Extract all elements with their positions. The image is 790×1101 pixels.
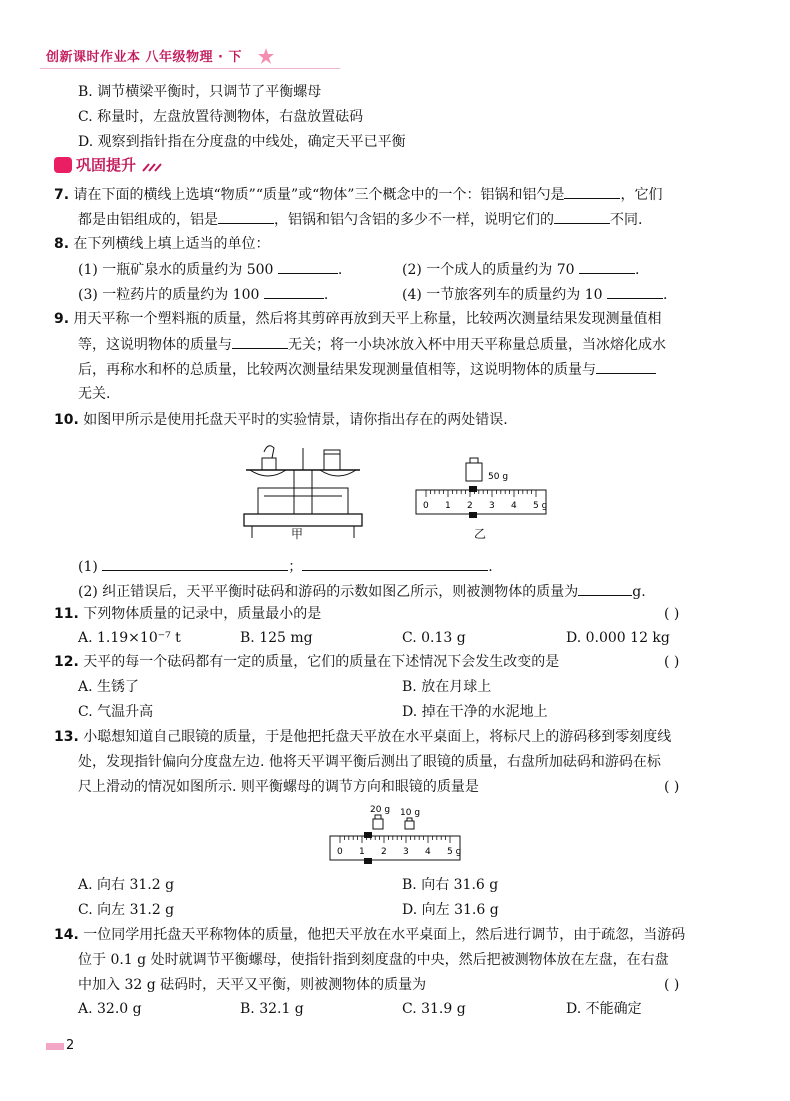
- q7-line1: 7. 请在下面的横线上选填“物质”“质量”或“物体”三个概念中的一个：铝锅和铝勺是 ，它们: [54, 184, 662, 205]
- q9-line1: 9. 用天平称一个塑料瓶的质量，然后将其剪碎再放到天平上称量，比较两次测量结果发现测量值相: [54, 311, 662, 327]
- q13-line3: 尺上滑动的情况如图所示. 则平衡螺母的调节方向和眼镜的质量是: [78, 779, 479, 795]
- option-c: C. 气温升高: [78, 704, 154, 720]
- q10-part1: (1) ； .: [78, 556, 493, 577]
- scale-tick-label: 1: [359, 847, 365, 857]
- q14-line2: 位于 0.1 g 处时就调节平衡螺母，使指针指到刻度盘的中央，然后把被测物体放在左盘，在右盘: [78, 952, 669, 968]
- option-a: A. 向右 31.2 g: [78, 877, 175, 893]
- option-d: D. 观察到指针指在分度盘的中线处，确定天平已平衡: [78, 134, 406, 150]
- answer-paren: ( ): [664, 654, 680, 670]
- q14-line3: 中加入 32 g 砝码时，天平又平衡，则被测物体的质量为: [78, 977, 427, 993]
- option-d: D. 0.000 12 kg: [566, 630, 670, 646]
- scale-tick-label: 5 g: [447, 847, 462, 857]
- q9-line3: 后，再称水和杯的总质量，比较两次测量结果发现测量值相等，这说明物体的质量与: [78, 359, 656, 380]
- fig-a-label: 甲: [291, 527, 304, 541]
- page-number: 2: [66, 1038, 75, 1053]
- option-d: D. 掉在干净的水泥地上: [402, 704, 548, 720]
- q10-part2: (2) 纠正错误后，天平平衡时砝码和游码的示数如图乙所示，则被测物体的质量为 g.: [78, 581, 646, 602]
- option-c: C. 31.9 g: [402, 1001, 466, 1017]
- option-b: B. 125 mg: [240, 630, 313, 646]
- option-b: B. 放在月球上: [402, 679, 492, 695]
- weight-label-20g: 20 g: [370, 805, 391, 815]
- scale-tick-label: 0: [423, 501, 429, 511]
- q13-line2: 处，发现指针偏向分度盘左边. 他将天平调平衡后测出了眼镜的质量，右盘所加砝码和游码在标: [78, 754, 661, 770]
- option-b: B. 向右 31.6 g: [402, 877, 499, 893]
- option-b: B. 调节横梁平衡时，只调节了平衡螺母: [78, 84, 322, 100]
- answer-paren: ( ): [664, 779, 680, 795]
- section-icon: [54, 157, 72, 173]
- scale-tick-label: 2: [381, 847, 387, 857]
- section-title: 巩固提升: [54, 155, 167, 175]
- scale-figure-q13: [326, 803, 466, 867]
- q11-stem: 11. 下列物体质量的记录中，质量最小的是: [54, 606, 322, 622]
- option-d: D. 不能确定: [566, 1001, 642, 1017]
- answer-paren: ( ): [664, 606, 680, 622]
- scale-tick-label: 1: [445, 501, 451, 511]
- weight-label-10g: 10 g: [400, 808, 421, 818]
- option-a: A. 1.19×10⁻⁷ t: [78, 630, 181, 646]
- q8-item4: (4) 一节旅客列车的质量约为 10 .: [402, 284, 667, 305]
- q8-item2: (2) 一个成人的质量约为 70 .: [402, 259, 639, 280]
- q8-stem: 8. 在下列横线上填上适当的单位：: [54, 236, 270, 252]
- scale-tick-label: 4: [511, 501, 517, 511]
- option-a: A. 生锈了: [78, 679, 140, 695]
- q9-line4: 无关.: [78, 386, 111, 402]
- scale-tick-label: 3: [489, 501, 495, 511]
- scale-tick-label: 0: [337, 847, 343, 857]
- fig-b-label: 乙: [474, 527, 487, 541]
- q13-line1: 13. 小聪想知道自己眼镜的质量，于是他把托盘天平放在水平桌面上，将标尺上的游码移到零刻度线: [54, 729, 672, 745]
- scale-tick-label: 4: [425, 847, 431, 857]
- q9-line2: 等，这说明物体的质量与 无关；将一小块冰放入杯中用天平称量总质量，当冰熔化成水: [78, 334, 666, 355]
- option-c: C. 0.13 g: [402, 630, 466, 646]
- star-icon: [257, 47, 275, 65]
- scale-figure-b: [412, 452, 552, 524]
- scale-tick-label: 5 g: [533, 501, 548, 511]
- q8-item1: (1) 一瓶矿泉水的质量约为 500 .: [78, 259, 342, 280]
- q8-item3: (3) 一粒药片的质量约为 100 .: [78, 284, 328, 305]
- q14-line1: 14. 一位同学用托盘天平称物体的质量，他把天平放在水平桌面上，然后进行调节，由于疏忽，当游码: [54, 927, 686, 943]
- option-c: C. 向左 31.2 g: [78, 902, 175, 918]
- option-a: A. 32.0 g: [78, 1001, 142, 1017]
- option-d: D. 向左 31.6 g: [402, 902, 499, 918]
- q7-line2: 都是由铝组成的，铝是 ，铝锅和铝勺含铝的多少不一样，说明它们的 不同.: [78, 209, 642, 230]
- q12-stem: 12. 天平的每一个砝码都有一定的质量，它们的质量在下述情况下会发生改变的是: [54, 654, 560, 670]
- answer-paren: ( ): [664, 977, 680, 993]
- section-decoration-icon: [141, 162, 167, 172]
- weight-label-50g: 50 g: [488, 472, 509, 482]
- option-b: B. 32.1 g: [240, 1001, 304, 1017]
- scale-tick-label: 3: [403, 847, 409, 857]
- option-c: C. 称量时，左盘放置待测物体，右盘放置砝码: [78, 109, 364, 125]
- q10-stem: 10. 如图甲所示是使用托盘天平时的实验情景，请你指出存在的两处错误.: [54, 412, 508, 428]
- scale-tick-label: 2: [467, 501, 473, 511]
- running-header: 创新课时作业本 八年级物理 · 下: [46, 50, 243, 65]
